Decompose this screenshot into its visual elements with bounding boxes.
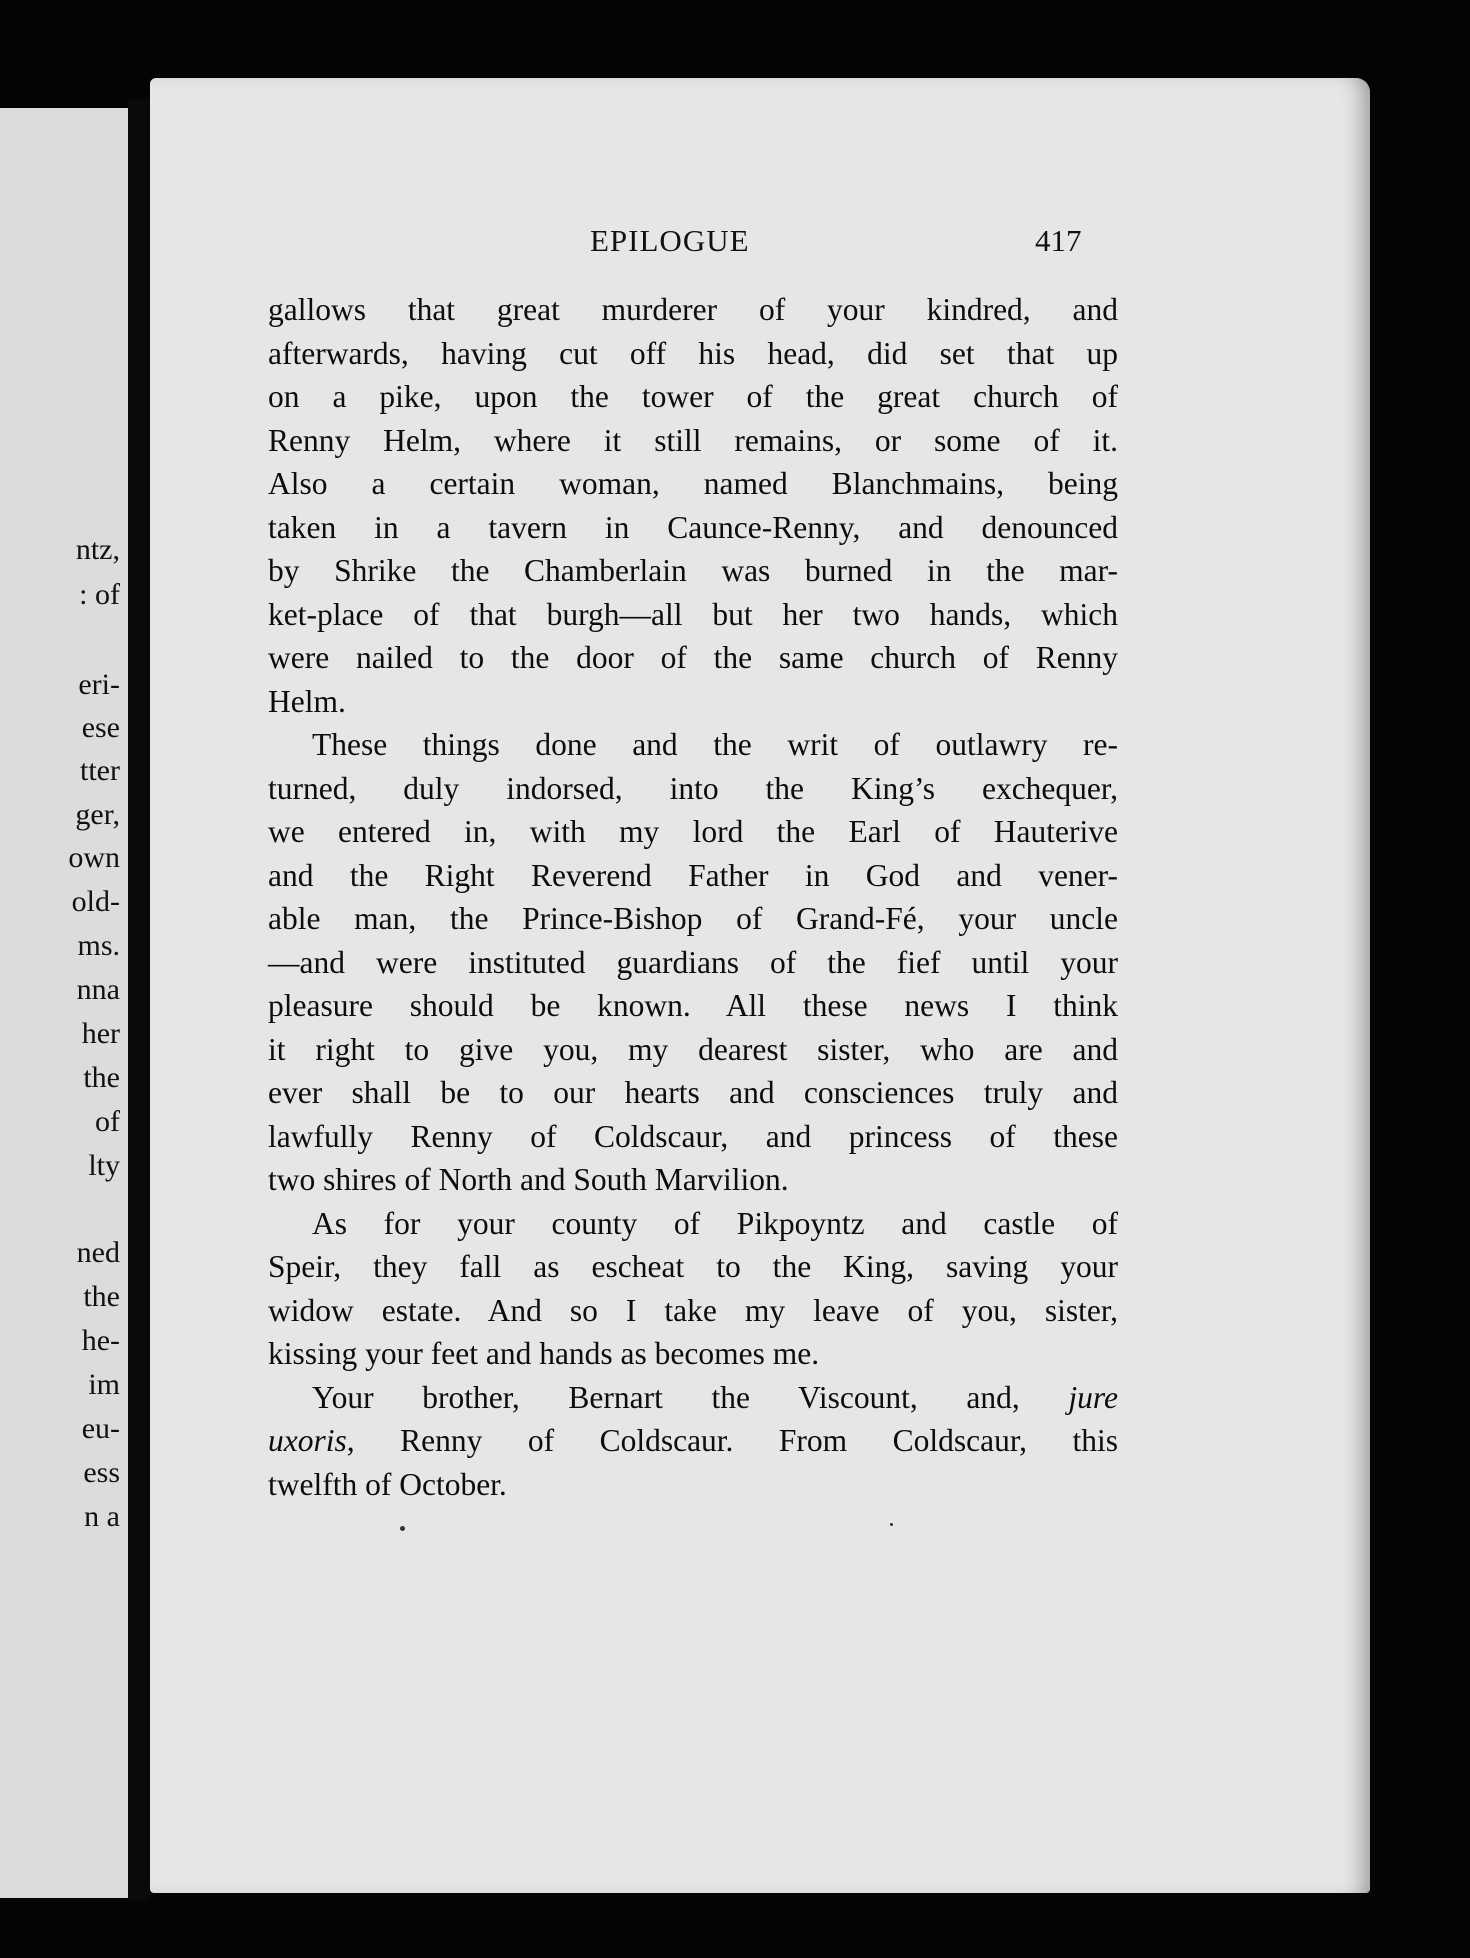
text-line: Renny Helm, where it still remains, or some of it. [268,422,1118,458]
left-page-fragment: eu- [81,1412,120,1445]
page-number: 417 [1035,223,1082,258]
page-header [150,223,1370,273]
left-page-fragment: ntz, [75,533,120,566]
text-line: we entered in, with my lord the Earl of Hauterive [268,814,1118,849]
italic-term: uxoris [268,1423,347,1458]
left-page-fragment: the [83,1280,120,1313]
closing-paragraph [268,1376,1118,1507]
text-line: turned, duly indorsed, into the King’s exchequer, [268,770,1118,806]
book-gutter [128,100,150,1900]
text-line: and the Right Reverend Father in God and vener- [268,857,1118,893]
book-page [150,78,1370,1893]
left-page-fragment: he- [81,1324,120,1357]
paragraph [268,723,1118,1202]
body-text [268,288,1118,1506]
left-page-fragment: ger, [75,798,120,831]
text-line: gallows that great murderer of your kindred, and [268,292,1118,327]
text-line: Helm. [268,683,346,719]
left-page-fragment: the [83,1061,120,1094]
left-page-fragment: old- [71,885,120,918]
left-page-fragment: ess [83,1456,120,1489]
text-line: ket-place of that burgh—all but her two hands, which [268,596,1118,632]
text-line: widow estate. And so I take my leave of you, sister, [268,1292,1118,1328]
speck [400,1526,405,1531]
left-page-fragment: own [68,841,120,874]
text-line: uxoris, Renny of Coldscaur. From Coldscaur, this [268,1423,1118,1458]
text-line: kissing your feet and hands as becomes me. [268,1336,820,1371]
left-page-fragment: lty [88,1149,120,1182]
text-line: As for your county of Pikpoyntz and castle of [312,1205,1118,1241]
text-line: taken in a tavern in Caunce-Renny, and denounced [268,509,1118,545]
left-page-fragment: n a [84,1500,120,1533]
text-line: lawfully Renny of Coldscaur, and princess of these [268,1118,1118,1154]
italic-term: jure [1068,1379,1118,1415]
left-page-fragment: eri- [78,668,120,701]
paragraph [268,1202,1118,1376]
left-page-fragment: ese [81,711,120,744]
text-line: twelfth of October. [268,1466,507,1502]
left-page-fragment: of [95,1105,120,1138]
left-page-fragment: her [81,1017,120,1050]
text-line: —and were instituted guardians of the fief until your [268,944,1118,980]
paragraph [268,288,1118,723]
left-page-fragment: nna [76,973,120,1006]
text-line: pleasure should be known. All these news I think [268,988,1118,1023]
speck [890,1523,893,1526]
text-line: on a pike, upon the tower of the great church of [268,379,1118,414]
previous-page-fragment [0,108,128,1898]
text-line: able man, the Prince-Bishop of Grand-Fé, your uncle [268,901,1118,936]
left-page-fragment: ms. [77,929,120,962]
text-line: it right to give you, my dearest sister, who are and [268,1031,1118,1067]
text-line: These things done and the writ of outlawry re- [312,727,1118,762]
text-line: afterwards, having cut off his head, did set that up [268,335,1118,371]
text-line: Your brother, Bernart the Viscount, and, jure [312,1379,1118,1415]
text-line: Also a certain woman, named Blanchmains, being [268,466,1118,501]
left-page-fragment: im [88,1368,120,1401]
running-head: EPILOGUE [590,223,750,258]
text-line: two shires of North and South Marvilion. [268,1162,789,1197]
text-line: ever shall be to our hearts and consciences truly and [268,1075,1118,1110]
left-page-fragment: : of [79,578,120,611]
left-page-fragment: tter [80,754,120,787]
left-page-fragment: ned [76,1236,120,1269]
text-line: Speir, they fall as escheat to the King, saving your [268,1249,1118,1284]
text-line: by Shrike the Chamberlain was burned in the mar- [268,553,1118,588]
text-line: were nailed to the door of the same church of Renny [268,640,1118,675]
